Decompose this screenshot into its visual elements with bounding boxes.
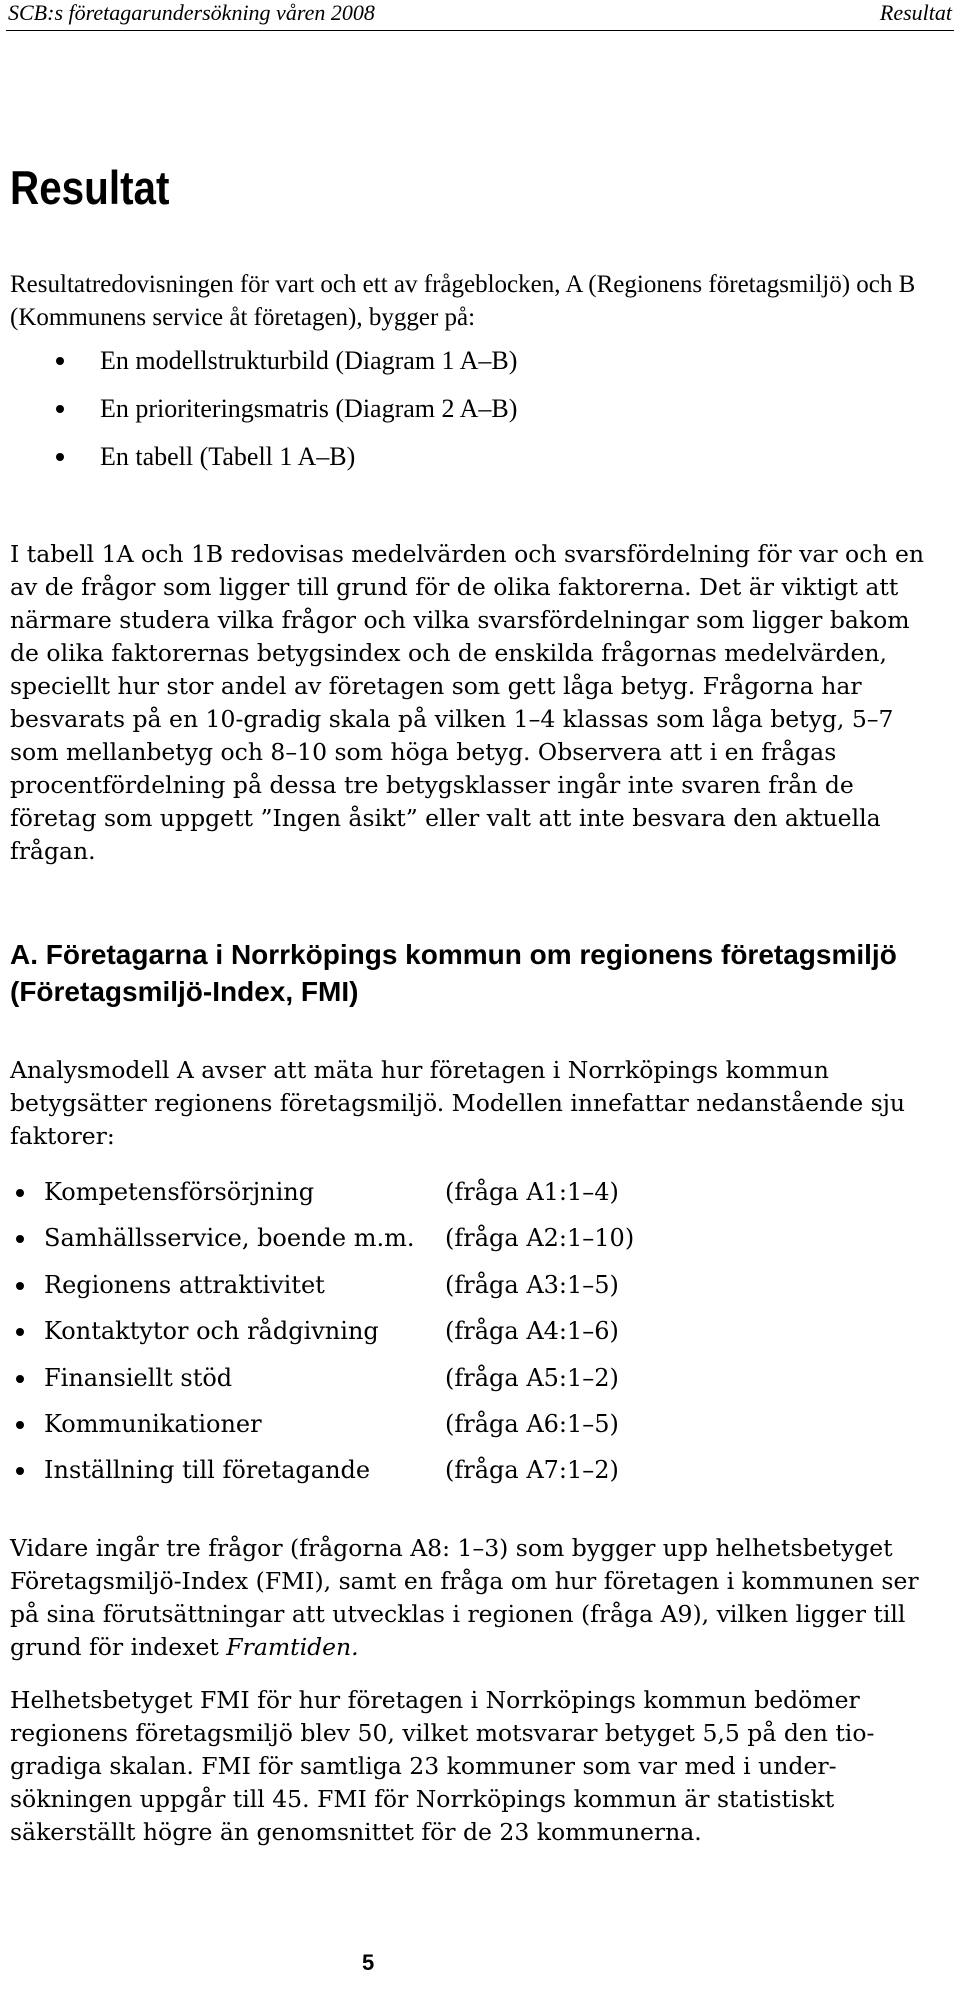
- fmi-block: [10, 1684, 945, 1849]
- factor-item: [10, 1222, 945, 1268]
- bullet-icon: [16, 1467, 24, 1475]
- factor-name: Samhällsservice, boende m.m.: [44, 1224, 415, 1253]
- factor-question-ref: (fråga A6:1–5): [445, 1409, 619, 1438]
- bullet-icon: [16, 1328, 24, 1336]
- index-name-framtiden: Framtiden.: [226, 1633, 359, 1661]
- list-item: [10, 392, 945, 440]
- further-text: Vidare ingår tre frågor (frågorna A8: 1–3) som bygger upp helhetsbetyget Företagsmiljö-Index (FMI), samt en fråga om hur företagen i kommunen ser på sina förutsättningar att utvecklas i regionen (fråga A9), vilken ligger till grund för indexet: [10, 1534, 919, 1661]
- bullet-icon: [56, 357, 64, 365]
- factor-question-ref: (fråga A4:1–6): [445, 1317, 619, 1346]
- further-paragraph: [10, 1532, 945, 1664]
- list-item-text: En prioriteringsmatris (Diagram 2 A–B): [100, 394, 518, 423]
- factor-item: [10, 1269, 945, 1315]
- factor-question-ref: (fråga A3:1–5): [445, 1270, 619, 1299]
- list-item-text: En modellstrukturbild (Diagram 1 A–B): [100, 346, 518, 375]
- factor-question-ref: (fråga A2:1–10): [445, 1224, 635, 1253]
- page-title: Resultat: [10, 161, 170, 214]
- further-block: [10, 1532, 945, 1664]
- header-report-title: SCB:s företagarundersökning våren 2008: [8, 0, 375, 25]
- analysis-block: [10, 1054, 945, 1153]
- factor-name: Inställning till företagande: [44, 1456, 371, 1485]
- factor-name: Kompetensförsörjning: [44, 1178, 315, 1206]
- factor-name: Regionens attraktivitet: [44, 1270, 325, 1299]
- running-header: [6, 0, 954, 31]
- factor-question-ref: (fråga A7:1–2): [445, 1456, 619, 1485]
- intro-paragraph: Resultatredovisningen för vart och ett av frågeblocken, A (Regionens företagsmiljö) och B (Kommunens service åt företagen), bygger på:: [10, 271, 916, 331]
- fmi-paragraph: Helhetsbetyget FMI för hur företagen i Norrköpings kommun bedömer regionens företagsmiljö blev 50, vilket motsvarar betyget 5,5 på den tio-gradiga skalan. FMI för samtliga 23 kommuner som var med i under-sökningen uppgår till 45. FMI för Norrköpings kommun är statistiskt säkerställt högre än genomsnittet för de 23 kommunerna.: [10, 1686, 875, 1846]
- tables-block: [10, 538, 945, 868]
- factor-list-block: [10, 1176, 945, 1501]
- factor-item: [10, 1315, 945, 1361]
- factor-name: Kontaktytor och rådgivning: [44, 1317, 379, 1346]
- bullet-icon: [16, 1282, 24, 1290]
- bullet-icon: [16, 1421, 24, 1429]
- intro-block: [10, 268, 945, 488]
- header-section-title: Resultat: [879, 0, 952, 25]
- bullet-icon: [56, 405, 64, 413]
- analysis-paragraph: Analysmodell A avser att mäta hur företagen i Norrköpings kommun betygsätter regionens företagsmiljö. Modellen innefattar nedanstående sju faktorer:: [10, 1056, 906, 1150]
- factor-name: Kommunikationer: [44, 1409, 262, 1438]
- factor-question-ref: (fråga A1:1–4): [445, 1178, 619, 1206]
- bullet-icon: [56, 453, 64, 461]
- factor-list: [10, 1176, 945, 1501]
- section-a-heading: A. Företagarna i Norrköpings kommun om regionens företagsmiljö (Företagsmiljö-Index, FMI): [10, 939, 897, 1007]
- factor-name: Finansiellt stöd: [44, 1363, 233, 1392]
- list-item: [10, 344, 945, 392]
- list-item-text: En tabell (Tabell 1 A–B): [100, 442, 356, 471]
- factor-item: [10, 1454, 945, 1500]
- bullet-icon: [16, 1375, 24, 1383]
- list-item: [10, 440, 945, 488]
- factor-question-ref: (fråga A5:1–2): [445, 1363, 619, 1392]
- intro-list: [10, 344, 945, 488]
- bullet-icon: [16, 1235, 24, 1243]
- tables-paragraph: I tabell 1A och 1B redovisas medelvärden och svarsfördelning för var och en av de frågor som ligger till grund för de olika faktorerna. Det är viktigt att närmare studera vilka frågor och vilka svarsfördelningar som ligger bakom de olika faktorernas betygsindex och de enskilda frågornas medelvärden, speciellt hur stor andel av företagen som gett låga betyg. Frågorna har besvarats på en 10-gradig skala på vilken 1–4 klassas som låga betyg, 5–7 som mellanbetyg och 8–10 som höga betyg. Observera att i en frågas procentfördelning på dessa tre betygsklasser ingår inte svaren från de företag som uppgett ”Ingen åsikt” eller valt att inte besvara den aktuella frågan.: [10, 540, 925, 865]
- page-number: 5: [362, 1950, 375, 1975]
- factor-item: [10, 1408, 945, 1454]
- factor-item: [10, 1362, 945, 1408]
- factor-item: [10, 1176, 945, 1222]
- bullet-icon: [16, 1189, 24, 1197]
